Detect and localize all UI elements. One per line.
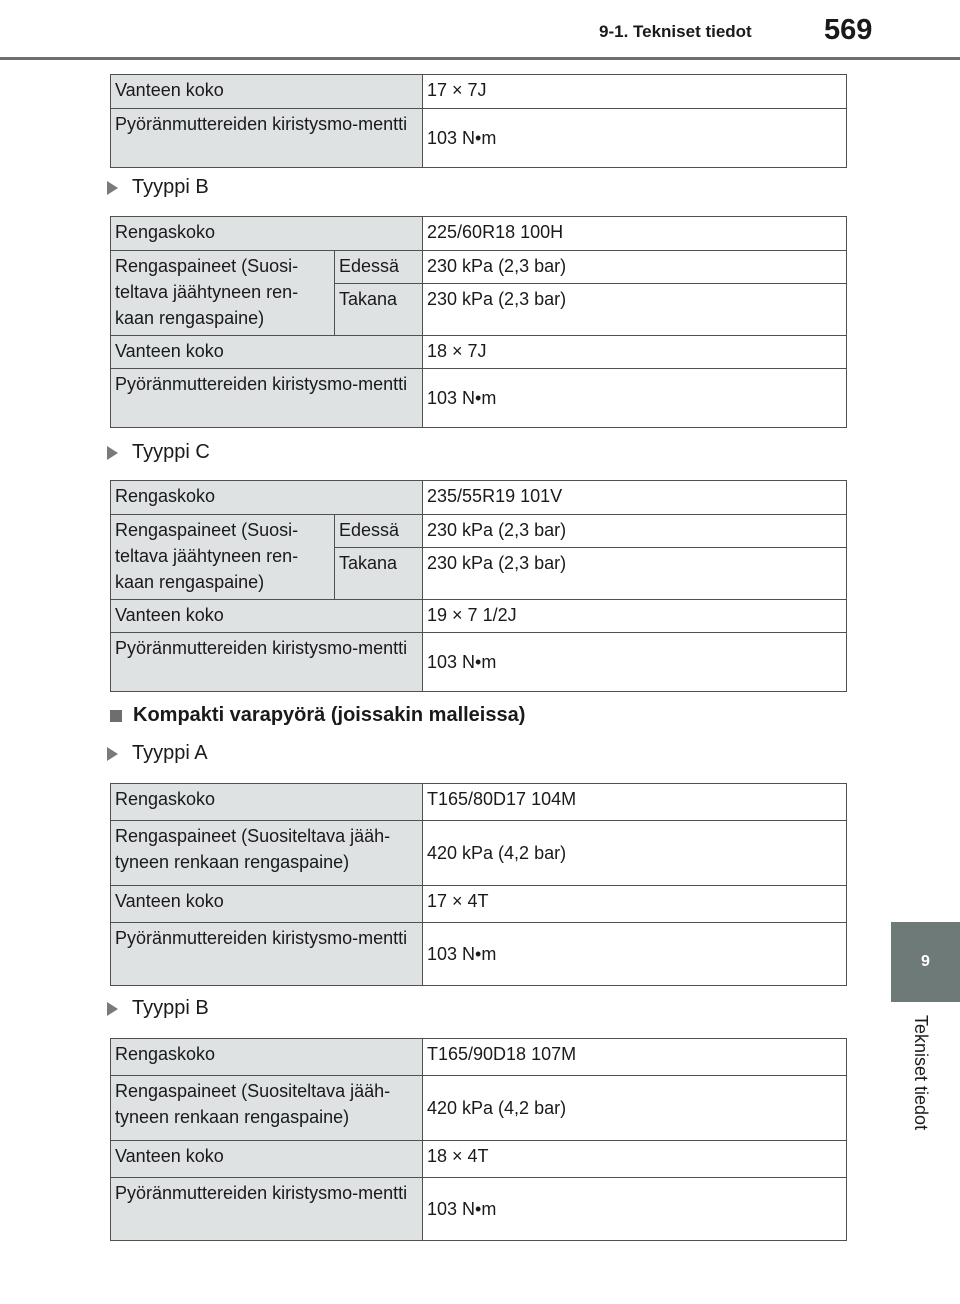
- subheading-compact-type-b: [107, 997, 209, 1020]
- table-row: [111, 75, 847, 109]
- triangle-bullet-icon: [107, 1002, 118, 1016]
- table-cell-label: Pyöränmuttereiden kiristysmo-mentti: [111, 369, 423, 428]
- table-cell-value: 235/55R19 101V: [423, 481, 847, 515]
- table-cell-value: 17 × 7J: [423, 75, 847, 109]
- table-row: [111, 784, 847, 821]
- table-cell-value: 103 N•m: [423, 923, 847, 986]
- table-row: [111, 923, 847, 986]
- spec-table-type-c: [110, 480, 847, 692]
- triangle-bullet-icon: [107, 446, 118, 460]
- table-cell-value: 230 kPa (2,3 bar): [423, 548, 847, 600]
- table-cell-value: 103 N•m: [423, 1178, 847, 1241]
- table-cell-value: T165/90D18 107M: [423, 1039, 847, 1076]
- table-row: [111, 109, 847, 168]
- section-heading-compact-spare: [110, 704, 525, 727]
- table-cell-value: 103 N•m: [423, 109, 847, 168]
- table-cell-label: Rengaspaineet (Suositeltava jääh-tyneen renkaan rengaspaine): [111, 821, 423, 886]
- table-cell-value: 103 N•m: [423, 369, 847, 428]
- table-row: [111, 1178, 847, 1241]
- table-cell-label: Takana: [335, 284, 423, 336]
- table-cell-value: 19 × 7 1/2J: [423, 600, 847, 633]
- table-cell-value: 420 kPa (4,2 bar): [423, 1076, 847, 1141]
- subheading-type-b: [107, 176, 209, 199]
- table-cell-label: Pyöränmuttereiden kiristysmo-mentti: [111, 1178, 423, 1241]
- page-number: 569: [824, 14, 873, 46]
- table-cell-value: 17 × 4T: [423, 886, 847, 923]
- subheading-text: Tyyppi C: [132, 441, 210, 463]
- spec-table-compact-type-a: [110, 783, 847, 986]
- table-cell-value: 18 × 7J: [423, 336, 847, 369]
- subheading-text: Tyyppi B: [132, 176, 209, 198]
- header-rule: [0, 57, 960, 60]
- table-cell-label: Rengaskoko: [111, 784, 423, 821]
- table-row: [111, 633, 847, 692]
- table-cell-label: Pyöränmuttereiden kiristysmo-mentti: [111, 923, 423, 986]
- chapter-label: Tekniset tiedot: [911, 1015, 931, 1131]
- table-cell-value: 230 kPa (2,3 bar): [423, 515, 847, 548]
- spec-table-top: [110, 74, 847, 168]
- subheading-text: Tyyppi A: [132, 742, 208, 764]
- section-title: 9-1. Tekniset tiedot: [599, 22, 752, 41]
- table-row: [111, 369, 847, 428]
- square-bullet-icon: [110, 710, 122, 722]
- table-row: [111, 600, 847, 633]
- table-cell-label: Vanteen koko: [111, 75, 423, 109]
- table-row: [111, 336, 847, 369]
- table-cell-label: Vanteen koko: [111, 886, 423, 923]
- table-cell-label: Edessä: [335, 251, 423, 284]
- subheading-compact-type-a: [107, 742, 208, 765]
- table-cell-value: 225/60R18 100H: [423, 217, 847, 251]
- table-cell-label: Rengaspaineet (Suosi-teltava jäähtyneen ren-kaan rengaspaine): [111, 515, 335, 600]
- table-cell-value: 230 kPa (2,3 bar): [423, 284, 847, 336]
- table-row: [111, 251, 847, 284]
- chapter-tab: 9: [891, 922, 960, 1002]
- table-cell-value: 420 kPa (4,2 bar): [423, 821, 847, 886]
- table-cell-label: Rengaskoko: [111, 217, 423, 251]
- spec-table-compact-type-b: [110, 1038, 847, 1241]
- table-row: [111, 515, 847, 548]
- triangle-bullet-icon: [107, 181, 118, 195]
- spec-table-type-b: [110, 216, 847, 428]
- table-cell-label: Edessä: [335, 515, 423, 548]
- table-cell-label: Pyöränmuttereiden kiristysmo-mentti: [111, 633, 423, 692]
- table-cell-label: Vanteen koko: [111, 600, 423, 633]
- table-cell-label: Rengaskoko: [111, 481, 423, 515]
- table-row: [111, 821, 847, 886]
- triangle-bullet-icon: [107, 747, 118, 761]
- section-heading-text: Kompakti varapyörä (joissakin malleissa): [133, 704, 526, 726]
- table-cell-label: Rengaspaineet (Suositeltava jääh-tyneen renkaan rengaspaine): [111, 1076, 423, 1141]
- table-cell-label: Rengaspaineet (Suosi-teltava jäähtyneen ren-kaan rengaspaine): [111, 251, 335, 336]
- table-cell-value: 103 N•m: [423, 633, 847, 692]
- table-cell-label: Pyöränmuttereiden kiristysmo-mentti: [111, 109, 423, 168]
- table-cell-value: 18 × 4T: [423, 1141, 847, 1178]
- table-cell-label: Takana: [335, 548, 423, 600]
- table-row: [111, 886, 847, 923]
- table-row: [111, 1076, 847, 1141]
- table-cell-value: 230 kPa (2,3 bar): [423, 251, 847, 284]
- table-row: [111, 1141, 847, 1178]
- table-cell-label: Vanteen koko: [111, 1141, 423, 1178]
- table-cell-label: Rengaskoko: [111, 1039, 423, 1076]
- subheading-text: Tyyppi B: [132, 997, 209, 1019]
- table-row: [111, 217, 847, 251]
- table-row: [111, 1039, 847, 1076]
- table-cell-value: T165/80D17 104M: [423, 784, 847, 821]
- table-cell-label: Vanteen koko: [111, 336, 423, 369]
- table-row: [111, 481, 847, 515]
- subheading-type-c: [107, 441, 210, 464]
